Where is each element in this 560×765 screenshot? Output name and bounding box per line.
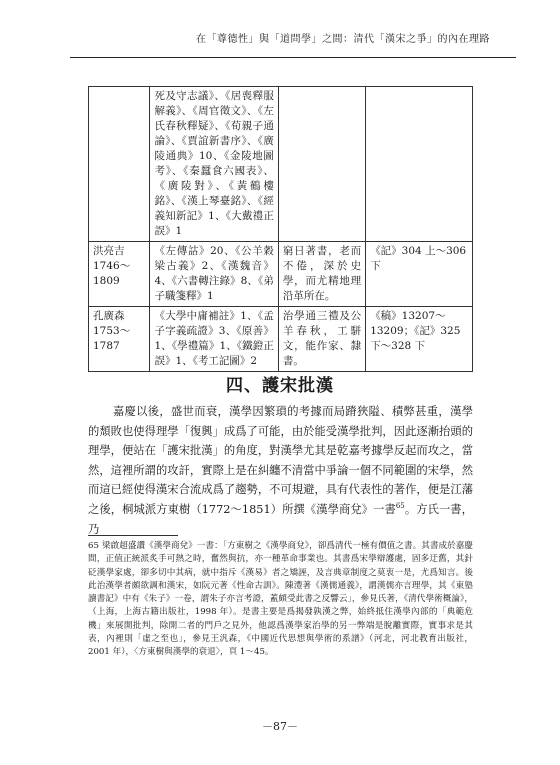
footnote-text: 梁啟超盛讚《漢學商兌》一書：「方東樹之《漢學商兌》，卻爲清代一極有價值之書。其書成於嘉慶間，正值正統派炙手可熱之時，奮然與抗，亦一種革命事業也。其書爲宋學辯護處，固多迂舊，其針砭漢學家處，卻多切中其病，就中指斥《漢易》者之矯誣，及言典章制度之莫衷一是，尤爲知言。後此治漢學者頗欲調和漢宋，如阮元著《性命古訓》。陳澧著《漢儒通義》，謂漢儒亦言理學，其《東塾讀書記》中有《朱子》一卷，謂朱子亦言考證，蓋頗受此書之反響云」，參見氏著，《清代學術概論》，（上海，上海古籍出版社，1998 年）。是書主要是爲揭發孰漢之弊，始終抵住漢學內部的「典範危機」來展開批判，除開二者的門戶之見外，他認爲漢學家治學的另一弊端是脫離實際，實事求是其表，內裡則「虛之至也」，參見王汎森，《中國近代思想與學術的系譜》（河北，河北教育出版社，2001 年），〈方東樹與漢學的衰退〉，頁 1～45。 — [88, 541, 473, 658]
note-cell: 窮日著書，老而不倦，深於史學，而尤精地理沿革所在。 — [278, 242, 365, 307]
footnote-rule — [88, 535, 178, 536]
paragraph-text-end: 。方氏一書，乃 — [88, 502, 473, 536]
scholar-name: 孔廣森 — [93, 310, 125, 322]
table-row — [89, 307, 473, 372]
scholar-years: 1753～1787 — [93, 325, 131, 352]
footnote — [88, 540, 473, 660]
footnote-number: 65 — [88, 541, 99, 551]
reference-cell: 《記》304 上～306 下 — [366, 242, 473, 307]
body-text — [88, 402, 473, 539]
scholar-name-cell — [89, 307, 150, 372]
page-number: －87－ — [262, 720, 298, 733]
paragraph-text: 嘉慶以後，盛世而衰，漢學因繁瑣的考據而局蹐狹隘、積弊甚重，漢學的頹敗也使得理學「復興」成爲了可能，由於能受漢學批判，因此逐漸抬頭的理學，便站在「護宋批漢」的角度，對漢學尤其是乾嘉考據學反起而攻之，當然，這裡所謂的攻訐，實際上是在糾纏不清當中爭論一個不同範圍的宋學，然而這已經使得漢宋合流成爲了趨勢，不可規避，具有代表性的著作，便是江藩之後，桐城派方東樹（1772～1851）所撰《漢學商兌》一書 — [88, 405, 473, 516]
table-row — [89, 242, 473, 307]
body-paragraph — [88, 402, 473, 539]
scholar-name: 洪亮吉 — [93, 245, 125, 257]
note-cell: 治學通三禮及公羊春秋，工駢文，能作家、隸書。 — [278, 307, 365, 372]
reference-cell — [366, 87, 473, 242]
scholar-name-cell — [89, 87, 150, 242]
footnote-reference[interactable]: 65 — [395, 502, 405, 511]
section-heading: 四、護宋批漢 — [226, 376, 334, 396]
works-cell: 《左傳詁》20、《公羊穀梁古義》2、《漢魏音》4、《六書轉注錄》8、《弟子職箋釋》1 — [150, 242, 278, 307]
works-cell: 《大學中庸補註》1、《孟子字義疏證》3、《原善》1、《學禮篇》1、《鐵鐙正誤》1、《考工記圖》2 — [150, 307, 278, 372]
table-row — [89, 87, 473, 242]
scholar-years: 1746～1809 — [93, 260, 131, 287]
scholar-table — [88, 86, 473, 372]
scholar-name-cell — [89, 242, 150, 307]
header-rule — [70, 57, 516, 58]
reference-cell: 《稿》13207～13209；《記》325 下～328 下 — [366, 307, 473, 372]
note-cell — [278, 87, 365, 242]
running-header: 在「尊德性」與「道問學」之間：清代「漢宋之爭」的內在理路 — [196, 34, 490, 45]
works-cell: 死及守志議》、《居喪釋服解義》、《周官徵文》、《左氏春秋釋疑》、《荀親子通論》、《賈誼新書序》、《廣陵通典》10、《金陵地圖考》、《秦蠶食六國表》、《廣陵對》、《黃鶴樓銘》、《漢上琴臺銘》、《經義知新記》1、《大戴禮正誤》1 — [150, 87, 278, 242]
